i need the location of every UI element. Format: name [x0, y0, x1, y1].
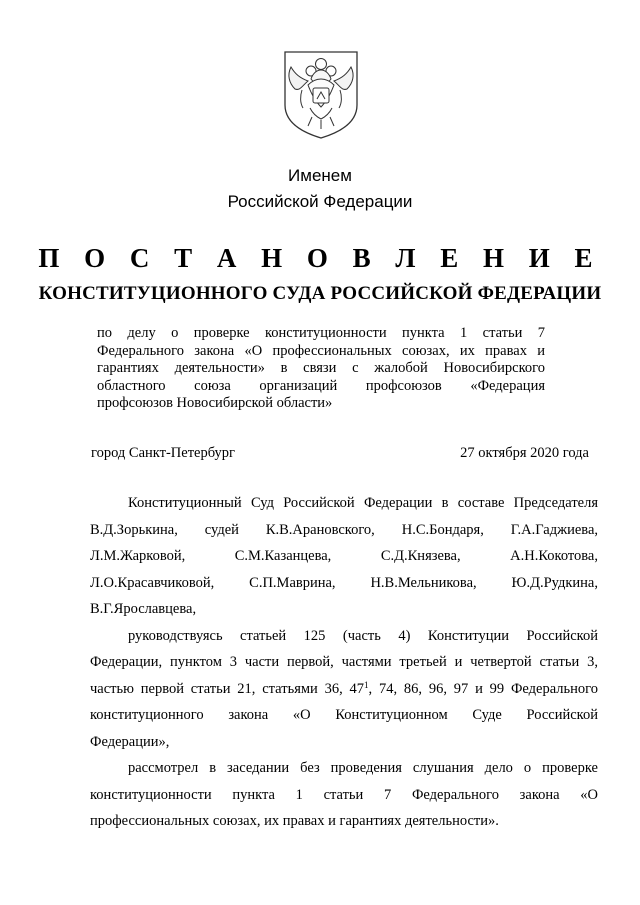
paragraph-line: конституционности пункта 1 статьи 7 Федерального закона «О: [90, 786, 598, 803]
heading-line-1: Именем: [288, 166, 352, 185]
case-line: областного союза организаций профсоюзов «Федерация: [97, 377, 545, 394]
paragraph-line: Федерации»,: [90, 733, 170, 750]
date: 27 октября 2020 года: [460, 445, 589, 461]
decree-title: П О С Т А Н О В Л Е Н И Е: [38, 243, 602, 273]
heading-line-2: Российской Федерации: [227, 192, 413, 211]
case-line: Федерального закона «О профессиональных союзах, их правах и: [97, 342, 545, 359]
case-line: профсоюзов Новосибирской области»: [97, 395, 333, 411]
court-title: КОНСТИТУЦИОННОГО СУДА РОССИЙСКОЙ ФЕДЕРАЦИИ: [38, 283, 602, 304]
paragraph-line: профессиональных союзах, их правах и гарантиях деятельности».: [90, 813, 499, 829]
city: город Санкт-Петербург: [91, 445, 236, 461]
paragraph-line: [90, 676, 598, 703]
paragraph-text: , 74, 86, 96, 97 и 99 Федерального: [368, 680, 598, 697]
paragraph-text: частью первой статьи 21, статьями 36, 47: [90, 680, 365, 697]
paragraph-line: В.Д.Зорькина, судей К.В.Арановского, Н.С.Бондаря, Г.А.Гаджиева,: [90, 521, 598, 538]
paragraph-line: руководствуясь статьей 125 (часть 4) Конституции Российской: [128, 627, 598, 644]
paragraph-line: В.Г.Ярославцева,: [90, 601, 197, 617]
paragraph-line: Конституционный Суд Российской Федерации в составе Председателя: [128, 495, 598, 511]
article-superscript: 1: [364, 679, 369, 690]
case-line: гарантиях деятельности» в связи с жалобой Новосибирского: [97, 360, 545, 376]
paragraph-line: конституционного закона «О Конституционном Суде Российской: [90, 707, 598, 723]
case-description: [97, 325, 545, 413]
paragraph-line: рассмотрел в заседании без проведения слушания дело о проверке: [128, 760, 598, 776]
state-emblem: [275, 48, 367, 140]
case-line: по делу о проверке конституционности пункта 1 статьи 7: [97, 325, 545, 341]
paragraph-line: Л.О.Красавчиковой, С.П.Маврина, Н.В.Мельникова, Ю.Д.Рудкина,: [90, 574, 598, 591]
paragraph-line: Федерации, пунктом 3 части первой, частями третьей и четвертой статьи 3,: [90, 654, 598, 670]
paragraph-line: Л.М.Жарковой, С.М.Казанцева, С.Д.Князева, А.Н.Кокотова,: [90, 548, 598, 564]
main-text: [90, 490, 598, 835]
